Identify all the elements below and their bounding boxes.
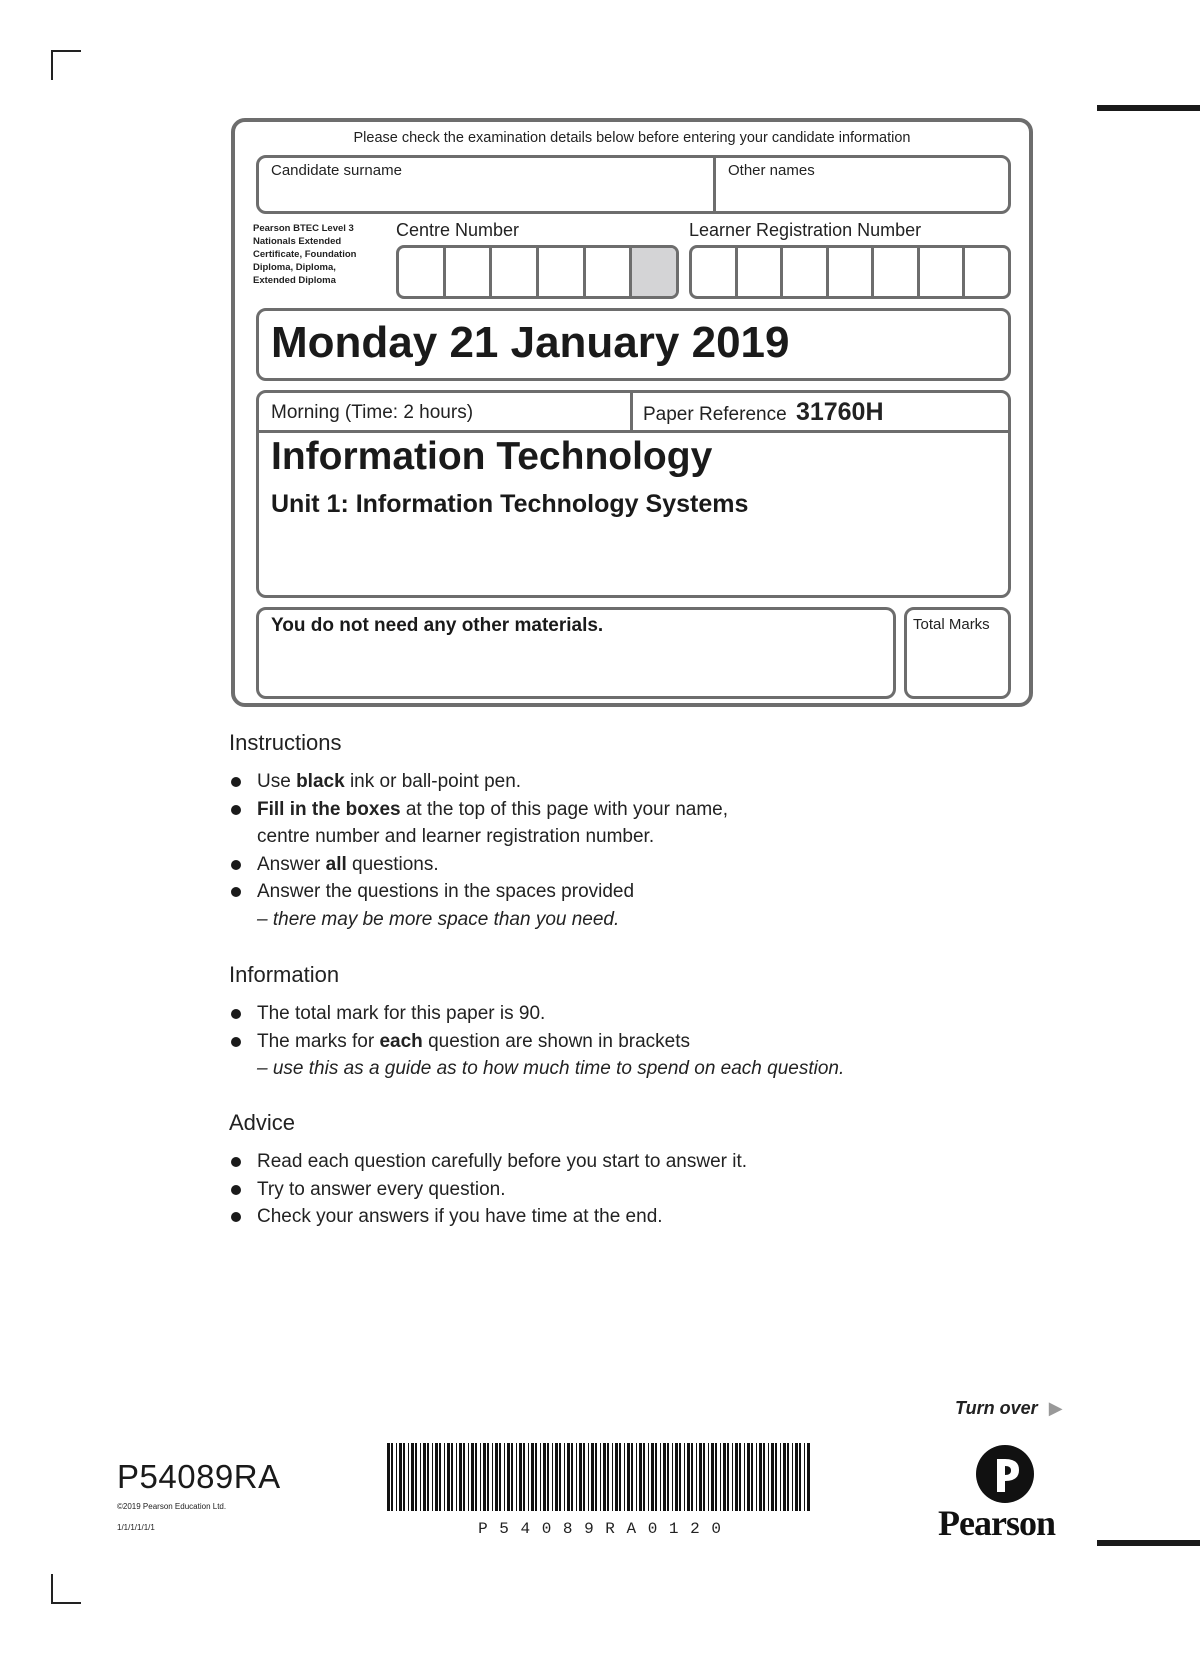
- barcode-bar: [763, 1443, 765, 1511]
- barcode: [385, 1443, 815, 1535]
- barcode-bar: [672, 1443, 673, 1511]
- learner-reg-box[interactable]: [874, 248, 920, 296]
- barcode-bar: [804, 1443, 805, 1511]
- learner-reg-box[interactable]: [738, 248, 784, 296]
- barcode-bar: [540, 1443, 541, 1511]
- total-marks-label: Total Marks: [913, 616, 990, 633]
- barcode-bar: [411, 1443, 414, 1511]
- barcode-bar: [567, 1443, 570, 1511]
- barcode-bar: [507, 1443, 510, 1511]
- barcode-bar: [523, 1443, 525, 1511]
- barcode-bar: [595, 1443, 597, 1511]
- barcode-bar: [655, 1443, 657, 1511]
- barcode-bar: [720, 1443, 721, 1511]
- centre-number-box[interactable]: [492, 248, 539, 296]
- advice-heading: Advice: [229, 1110, 296, 1135]
- subject-title: Information Technology: [271, 435, 713, 478]
- barcode-bar: [771, 1443, 774, 1511]
- barcode-bar: [619, 1443, 621, 1511]
- barcode-bar: [711, 1443, 714, 1511]
- barcode-bar: [387, 1443, 390, 1511]
- barcode-bar: [571, 1443, 573, 1511]
- barcode-text: P 5 4 0 8 9 R A 0 1 2 0: [478, 1520, 722, 1535]
- barcode-bar: [591, 1443, 594, 1511]
- advice-item: Read each question carefully before you start to answer it.: [229, 1148, 747, 1176]
- barcode-bar: [799, 1443, 801, 1511]
- barcode-bar: [727, 1443, 729, 1511]
- barcode-bar: [735, 1443, 738, 1511]
- barcode-bar: [639, 1443, 642, 1511]
- barcode-bar: [447, 1443, 450, 1511]
- barcode-bar: [667, 1443, 669, 1511]
- barcode-bar: [564, 1443, 565, 1511]
- turn-over: [955, 1398, 1063, 1419]
- barcode-bar: [715, 1443, 717, 1511]
- barcode-bar: [684, 1443, 685, 1511]
- print-code: 1/1/1/1/1/1: [117, 1523, 155, 1532]
- barcode-bar: [403, 1443, 405, 1511]
- barcode-bar: [495, 1443, 498, 1511]
- barcode-bar: [579, 1443, 582, 1511]
- barcode-bar: [487, 1443, 489, 1511]
- barcode-bar: [588, 1443, 589, 1511]
- barcode-bar: [528, 1443, 529, 1511]
- name-divider: [713, 157, 716, 212]
- barcode-bar: [396, 1443, 397, 1511]
- barcode-bar: [399, 1443, 402, 1511]
- barcode-bar: [543, 1443, 546, 1511]
- barcode-bar: [480, 1443, 481, 1511]
- barcode-bar: [408, 1443, 409, 1511]
- barcode-bar: [504, 1443, 505, 1511]
- barcode-bar: [624, 1443, 625, 1511]
- barcode-bar: [696, 1443, 697, 1511]
- barcode-bar: [555, 1443, 558, 1511]
- barcode-bar: [787, 1443, 789, 1511]
- paper-ref-code: 31760H: [795, 398, 884, 426]
- learner-reg-box[interactable]: [783, 248, 829, 296]
- barcode-bar: [627, 1443, 630, 1511]
- barcode-bar: [471, 1443, 474, 1511]
- barcode-bar: [600, 1443, 601, 1511]
- barcode-bar: [492, 1443, 493, 1511]
- barcode-bar: [535, 1443, 537, 1511]
- barcode-bar: [792, 1443, 793, 1511]
- information-item: The total mark for this paper is 90.: [229, 1000, 844, 1028]
- barcode-bar: [483, 1443, 486, 1511]
- learner-reg-box[interactable]: [692, 248, 738, 296]
- barcode-bar: [744, 1443, 745, 1511]
- crop-mark-bottom-left-v: [51, 1574, 53, 1604]
- instructions-list: [229, 768, 728, 933]
- barcode-bar: [732, 1443, 733, 1511]
- barcode-bar: [783, 1443, 786, 1511]
- crop-mark-bottom-left-h: [51, 1602, 81, 1604]
- barcode-bar: [531, 1443, 534, 1511]
- barcode-bar: [435, 1443, 438, 1511]
- barcode-bar: [499, 1443, 501, 1511]
- learner-reg-field[interactable]: [689, 245, 1011, 299]
- barcode-bars: [387, 1443, 810, 1511]
- candidate-surname-label: Candidate surname: [271, 162, 402, 179]
- paper-ref-label: Paper Reference: [643, 404, 787, 425]
- barcode-bar: [795, 1443, 798, 1511]
- barcode-bar: [660, 1443, 661, 1511]
- barcode-bar: [463, 1443, 465, 1511]
- barcode-bar: [648, 1443, 649, 1511]
- edge-bar-top: [1097, 105, 1200, 111]
- barcode-bar: [747, 1443, 750, 1511]
- barcode-bar: [612, 1443, 613, 1511]
- barcode-bar: [699, 1443, 702, 1511]
- barcode-bar: [552, 1443, 553, 1511]
- paper-reference: [643, 398, 884, 427]
- exam-session: Morning (Time: 2 hours): [271, 402, 474, 423]
- barcode-bar: [432, 1443, 433, 1511]
- barcode-bar: [559, 1443, 561, 1511]
- barcode-bar: [663, 1443, 666, 1511]
- information-item: The marks for each question are shown in brackets – use this as a guide as to how much time to spend on each question.: [229, 1028, 844, 1083]
- check-notice: Please check the examination details below before entering your candidate information: [353, 130, 911, 146]
- barcode-bar: [444, 1443, 445, 1511]
- barcode-bar: [756, 1443, 757, 1511]
- barcode-bar: [636, 1443, 637, 1511]
- barcode-bar: [420, 1443, 421, 1511]
- learner-reg-box[interactable]: [965, 248, 1008, 296]
- barcode-bar: [751, 1443, 753, 1511]
- centre-number-label: Centre Number: [396, 220, 520, 240]
- barcode-bar: [651, 1443, 654, 1511]
- advice-item: Try to answer every question.: [229, 1176, 747, 1204]
- barcode-bar: [456, 1443, 457, 1511]
- barcode-bar: [547, 1443, 549, 1511]
- session-divider: [258, 430, 1009, 433]
- barcode-bar: [475, 1443, 477, 1511]
- barcode-bar: [723, 1443, 726, 1511]
- barcode-bar: [423, 1443, 426, 1511]
- pearson-logo-icon: [975, 1444, 1035, 1504]
- barcode-bar: [603, 1443, 606, 1511]
- barcode-bar: [615, 1443, 618, 1511]
- barcode-bar: [807, 1443, 810, 1511]
- qualification-text: Pearson BTEC Level 3 Nationals Extended Certificate, Foundation Diploma, Diploma, Extended Diploma: [253, 223, 357, 286]
- advice-list: [229, 1148, 747, 1231]
- other-names-label: Other names: [728, 162, 815, 179]
- centre-number-box-shaded: [632, 248, 676, 296]
- barcode-bar: [415, 1443, 417, 1511]
- materials-text: You do not need any other materials.: [271, 615, 604, 636]
- other-names-field[interactable]: [718, 180, 1008, 210]
- barcode-bar: [451, 1443, 453, 1511]
- centre-number-box[interactable]: [399, 248, 446, 296]
- instruction-item: Use black ink or ball-point pen.: [229, 768, 728, 796]
- candidate-surname-field[interactable]: [260, 180, 710, 210]
- barcode-bar: [583, 1443, 585, 1511]
- centre-number-box[interactable]: [446, 248, 493, 296]
- information-heading: Information: [229, 962, 340, 987]
- instruction-item: Answer the questions in the spaces provided – there may be more space than you need.: [229, 878, 728, 933]
- copyright: ©2019 Pearson Education Ltd.: [117, 1502, 227, 1511]
- centre-number-box[interactable]: [539, 248, 586, 296]
- turn-over-arrow-icon: ▶: [1048, 1398, 1063, 1418]
- turn-over-text: Turn over: [955, 1398, 1038, 1418]
- barcode-bar: [631, 1443, 633, 1511]
- barcode-bar: [780, 1443, 781, 1511]
- barcode-bar: [391, 1443, 393, 1511]
- barcode-bar: [691, 1443, 693, 1511]
- barcode-bar: [519, 1443, 522, 1511]
- instruction-item: Fill in the boxes at the top of this page with your name, centre number and learner registration number.: [229, 796, 728, 851]
- barcode-bar: [775, 1443, 777, 1511]
- barcode-bar: [768, 1443, 769, 1511]
- instruction-item: Answer all questions.: [229, 851, 728, 879]
- learner-reg-box[interactable]: [829, 248, 875, 296]
- unit-title: Unit 1: Information Technology Systems: [271, 490, 749, 518]
- paper-code: P54089RA: [117, 1458, 281, 1495]
- barcode-bar: [516, 1443, 517, 1511]
- ref-divider: [630, 392, 633, 432]
- barcode-bar: [703, 1443, 705, 1511]
- barcode-bar: [759, 1443, 762, 1511]
- publisher-name: Pearson: [938, 1503, 1055, 1543]
- barcode-bar: [576, 1443, 577, 1511]
- edge-bar-bottom: [1097, 1540, 1200, 1546]
- barcode-bar: [679, 1443, 681, 1511]
- crop-mark-top-left-v: [51, 50, 53, 80]
- barcode-bar: [459, 1443, 462, 1511]
- barcode-bar: [675, 1443, 678, 1511]
- centre-number-field[interactable]: [396, 245, 679, 299]
- barcode-bar: [511, 1443, 513, 1511]
- barcode-bar: [607, 1443, 609, 1511]
- barcode-bar: [739, 1443, 741, 1511]
- learner-reg-box[interactable]: [920, 248, 966, 296]
- centre-number-box[interactable]: [586, 248, 633, 296]
- barcode-bar: [468, 1443, 469, 1511]
- instructions-heading: Instructions: [229, 730, 342, 755]
- information-list: [229, 1000, 844, 1083]
- barcode-bar: [439, 1443, 441, 1511]
- barcode-bar: [687, 1443, 690, 1511]
- advice-item: Check your answers if you have time at the end.: [229, 1203, 747, 1231]
- learner-reg-label: Learner Registration Number: [689, 220, 922, 240]
- barcode-bar: [427, 1443, 429, 1511]
- exam-date: Monday 21 January 2019: [271, 318, 790, 367]
- barcode-bar: [708, 1443, 709, 1511]
- crop-mark-top-left-h: [51, 50, 81, 52]
- barcode-bar: [643, 1443, 645, 1511]
